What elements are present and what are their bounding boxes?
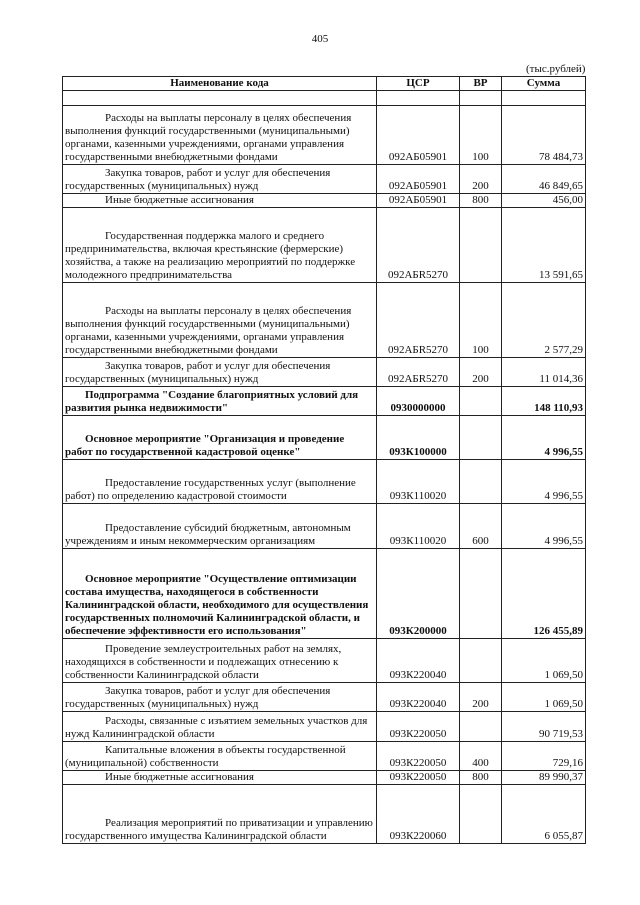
cell-name — [63, 460, 377, 504]
row-label: Предоставление субсидий бюджетным, автономным учреждениям и иным некоммерческим организациям — [65, 522, 351, 547]
cell-csr: 093К220050 — [377, 712, 460, 742]
cell-vr — [460, 712, 502, 742]
cell-name — [63, 683, 377, 712]
row-label: Предоставление государственных услуг (выполнение работ) по определению кадастровой стоимости — [65, 477, 356, 502]
row-label: Реализация мероприятий по приватизации и управлению государственного имущества Калининградской области — [65, 817, 373, 842]
cell-name — [63, 283, 377, 358]
row-label: Закупка товаров, работ и услуг для обеспечения государственных (муниципальных) нужд — [65, 360, 331, 385]
cell-vr — [460, 785, 502, 844]
table-row — [63, 194, 586, 208]
cell-csr: 093К110020 — [377, 504, 460, 549]
table-row — [63, 165, 586, 194]
row-label: Основное мероприятие "Осуществление оптимизации состава имущества, находящегося в собственности Калининградской области, необходимого для осуществления государственных полномочий Калининградской области, и обеспечение эффективности его использования" — [65, 573, 369, 637]
cell-vr: 800 — [460, 194, 502, 208]
cell-vr — [460, 91, 502, 106]
page-number: 405 — [311, 33, 329, 45]
row-label: Расходы, связанные с изъятием земельных участков для нужд Калининградской области — [65, 715, 368, 740]
header-vr: ВР — [460, 77, 502, 91]
cell-csr: 092АБ05901 — [377, 106, 460, 165]
cell-name — [63, 771, 377, 785]
cell-vr — [460, 416, 502, 460]
cell-csr: 092АБ05901 — [377, 194, 460, 208]
table-row — [63, 283, 586, 358]
cell-vr — [460, 460, 502, 504]
cell-name — [63, 358, 377, 387]
cell-name — [63, 106, 377, 165]
cell-name — [63, 742, 377, 771]
table-row — [63, 358, 586, 387]
cell-sum: 90 719,53 — [502, 712, 586, 742]
cell-sum: 4 996,55 — [502, 460, 586, 504]
cell-sum: 1 069,50 — [502, 683, 586, 712]
cell-csr: 093К100000 — [377, 416, 460, 460]
cell-csr: 093К110020 — [377, 460, 460, 504]
cell-name — [63, 504, 377, 549]
cell-csr: 093К220050 — [377, 742, 460, 771]
cell-vr: 800 — [460, 771, 502, 785]
cell-vr: 100 — [460, 283, 502, 358]
row-label: Закупка товаров, работ и услуг для обеспечения государственных (муниципальных) нужд — [65, 685, 331, 710]
cell-sum: 13 591,65 — [502, 208, 586, 283]
cell-csr: 092АБ05901 — [377, 165, 460, 194]
table-row — [63, 387, 586, 416]
cell-sum: 6 055,87 — [502, 785, 586, 844]
cell-name — [63, 91, 377, 106]
table-row — [63, 712, 586, 742]
cell-sum: 89 990,37 — [502, 771, 586, 785]
cell-sum: 456,00 — [502, 194, 586, 208]
cell-csr — [377, 91, 460, 106]
budget-table — [62, 76, 586, 844]
table-row — [63, 504, 586, 549]
cell-sum: 126 455,89 — [502, 549, 586, 639]
row-label: Иные бюджетные ассигнования — [105, 771, 254, 783]
row-label: Государственная поддержка малого и среднего предпринимательства, включая крестьянские (фермерские) хозяйства, а также на реализацию мероприятий по поддержке молодежного предпринимательства — [65, 230, 356, 281]
cell-csr: 093К220050 — [377, 771, 460, 785]
cell-name — [63, 194, 377, 208]
cell-name — [63, 549, 377, 639]
header-name: Наименование кода — [63, 77, 377, 91]
cell-csr: 092АБR5270 — [377, 358, 460, 387]
cell-csr: 092АБR5270 — [377, 208, 460, 283]
cell-csr: 0930000000 — [377, 387, 460, 416]
row-label: Закупка товаров, работ и услуг для обеспечения государственных (муниципальных) нужд — [65, 167, 331, 192]
table-body — [63, 91, 586, 844]
row-label: Расходы на выплаты персоналу в целях обеспечения выполнения функций государственными (муниципальными) органами, казенными учреждениями, органами управления государственными внебюджетными фондами — [65, 112, 352, 163]
table-row — [63, 771, 586, 785]
header-sum: Сумма — [502, 77, 586, 91]
cell-sum: 46 849,65 — [502, 165, 586, 194]
cell-csr: 093К200000 — [377, 549, 460, 639]
row-label: Подпрограмма "Создание благоприятных условий для развития рынка недвижимости" — [65, 389, 359, 414]
table-header-row — [63, 77, 586, 91]
cell-vr: 200 — [460, 358, 502, 387]
cell-vr — [460, 208, 502, 283]
cell-sum: 2 577,29 — [502, 283, 586, 358]
table-row — [63, 742, 586, 771]
table-row — [63, 683, 586, 712]
table-row — [63, 460, 586, 504]
row-label: Капитальные вложения в объекты государственной (муниципальной) собственности — [65, 744, 346, 769]
cell-name — [63, 712, 377, 742]
table-row — [63, 91, 586, 106]
cell-name — [63, 387, 377, 416]
cell-sum: 729,16 — [502, 742, 586, 771]
cell-csr: 092АБR5270 — [377, 283, 460, 358]
row-label: Основное мероприятие "Организация и проведение работ по государственной кадастровой оценке" — [65, 433, 345, 458]
table-row — [63, 106, 586, 165]
cell-vr: 100 — [460, 106, 502, 165]
cell-name — [63, 165, 377, 194]
cell-csr: 093К220040 — [377, 683, 460, 712]
cell-vr — [460, 387, 502, 416]
cell-name — [63, 208, 377, 283]
cell-vr — [460, 639, 502, 683]
cell-vr — [460, 549, 502, 639]
table-row — [63, 416, 586, 460]
cell-sum — [502, 91, 586, 106]
cell-sum: 11 014,36 — [502, 358, 586, 387]
cell-csr: 093К220060 — [377, 785, 460, 844]
table-row — [63, 549, 586, 639]
cell-sum: 1 069,50 — [502, 639, 586, 683]
table-row — [63, 639, 586, 683]
row-label: Расходы на выплаты персоналу в целях обеспечения выполнения функций государственными (муниципальными) органами, казенными учреждениями, органами управления государственными внебюджетными фондами — [65, 305, 352, 356]
cell-sum: 148 110,93 — [502, 387, 586, 416]
cell-sum: 4 996,55 — [502, 504, 586, 549]
table-row — [63, 785, 586, 844]
units-label: (тыс.рублей) — [526, 63, 586, 75]
table-row — [63, 208, 586, 283]
cell-name — [63, 416, 377, 460]
cell-sum: 78 484,73 — [502, 106, 586, 165]
cell-vr: 200 — [460, 165, 502, 194]
cell-vr: 200 — [460, 683, 502, 712]
row-label: Иные бюджетные ассигнования — [105, 194, 254, 206]
cell-vr: 400 — [460, 742, 502, 771]
cell-name — [63, 785, 377, 844]
cell-name — [63, 639, 377, 683]
row-label: Проведение землеустроительных работ на землях, находящихся в собственности и подлежащих отнесению к собственности Калининградской области — [65, 643, 342, 681]
cell-csr: 093К220040 — [377, 639, 460, 683]
header-csr: ЦСР — [377, 77, 460, 91]
cell-vr: 600 — [460, 504, 502, 549]
cell-sum: 4 996,55 — [502, 416, 586, 460]
